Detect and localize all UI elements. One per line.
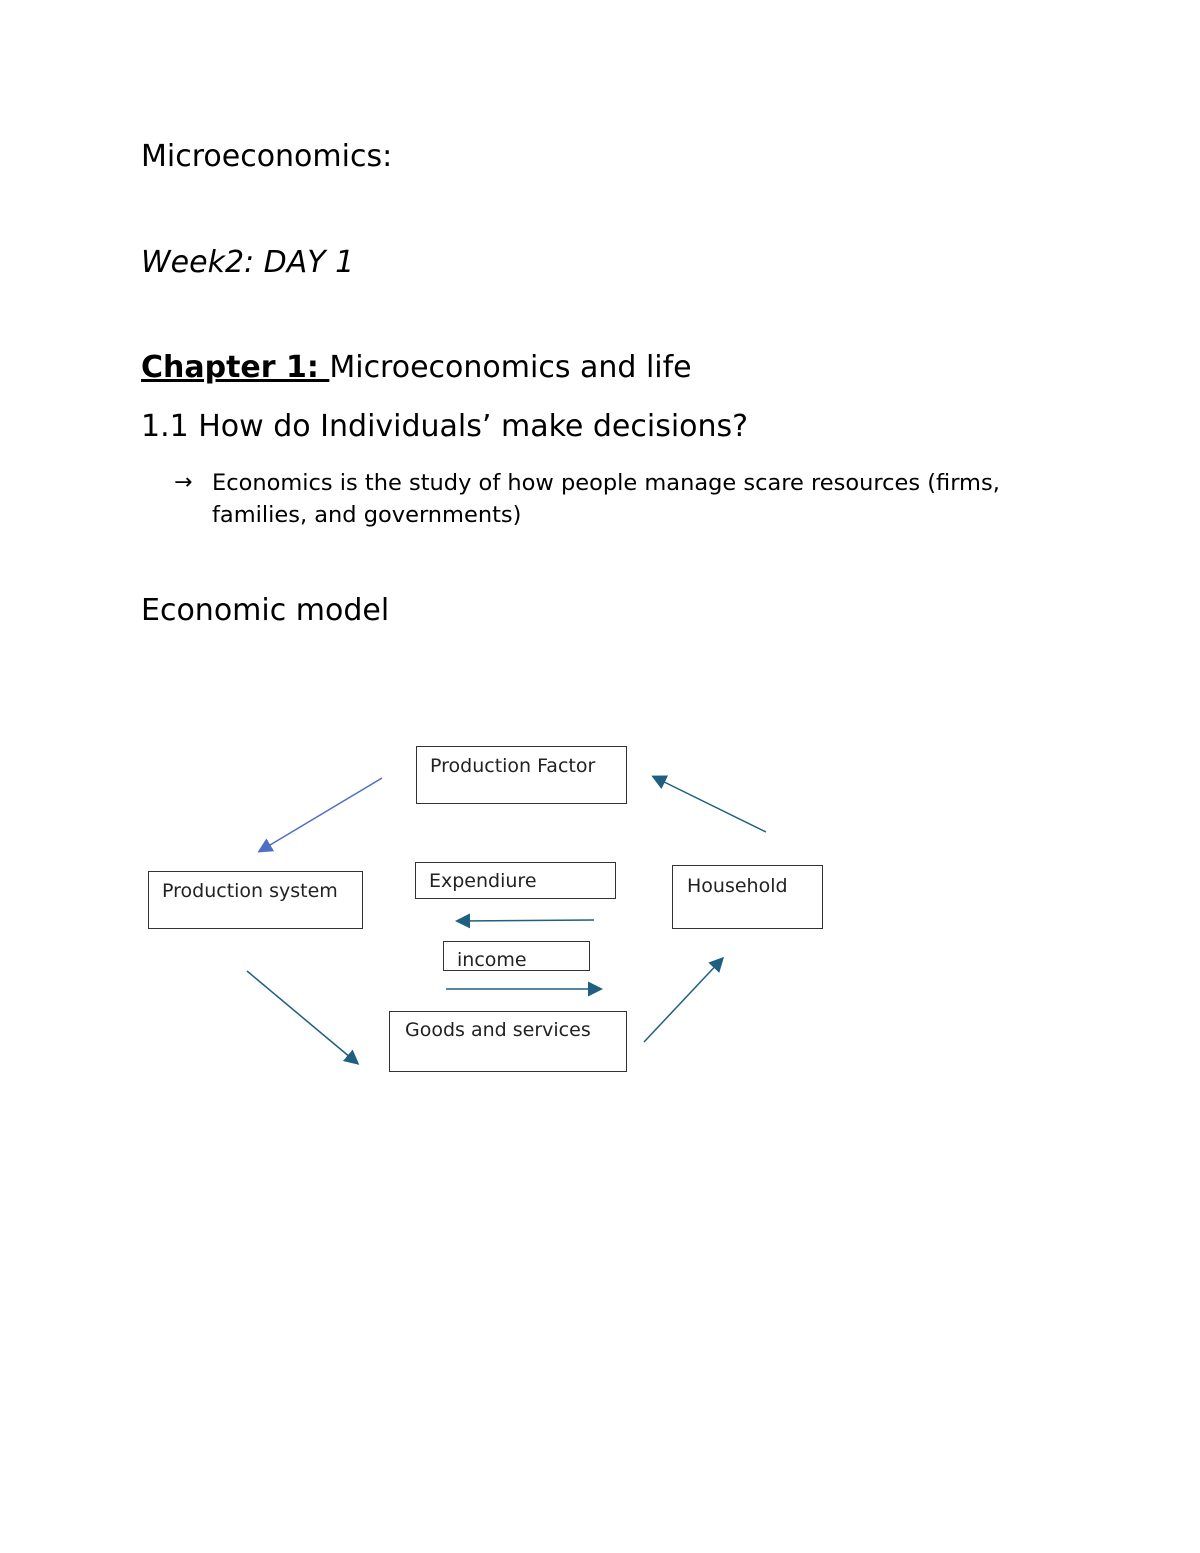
arrow-goods-to-household — [644, 959, 722, 1042]
model-heading: Economic model — [141, 593, 390, 628]
goods-and-services-box: Goods and services — [389, 1011, 627, 1072]
arrow-bullet-icon: → — [174, 470, 193, 495]
document-title: Microeconomics: — [141, 139, 393, 174]
arrow-expenditure-flow — [458, 920, 594, 921]
week-heading: Week2: DAY 1 — [141, 245, 355, 280]
arrow-factor-to-system — [260, 778, 382, 851]
income-box: income — [443, 941, 590, 971]
chapter-name: Microeconomics and life — [329, 350, 692, 385]
production-system-box: Production system — [148, 871, 363, 929]
production-factor-box: Production Factor — [416, 746, 627, 804]
bullet-text: Economics is the study of how people manage scare resources (firms, families, and governments) — [212, 470, 1000, 528]
chapter-heading — [141, 350, 692, 385]
chapter-label: Chapter 1: — [141, 350, 330, 385]
household-box: Household — [672, 865, 823, 929]
arrow-system-to-goods — [247, 971, 357, 1063]
section-heading: 1.1 How do Individuals’ make decisions? — [141, 409, 749, 444]
arrow-household-to-factor — [654, 777, 766, 832]
expenditure-box: Expendiure — [415, 862, 616, 899]
